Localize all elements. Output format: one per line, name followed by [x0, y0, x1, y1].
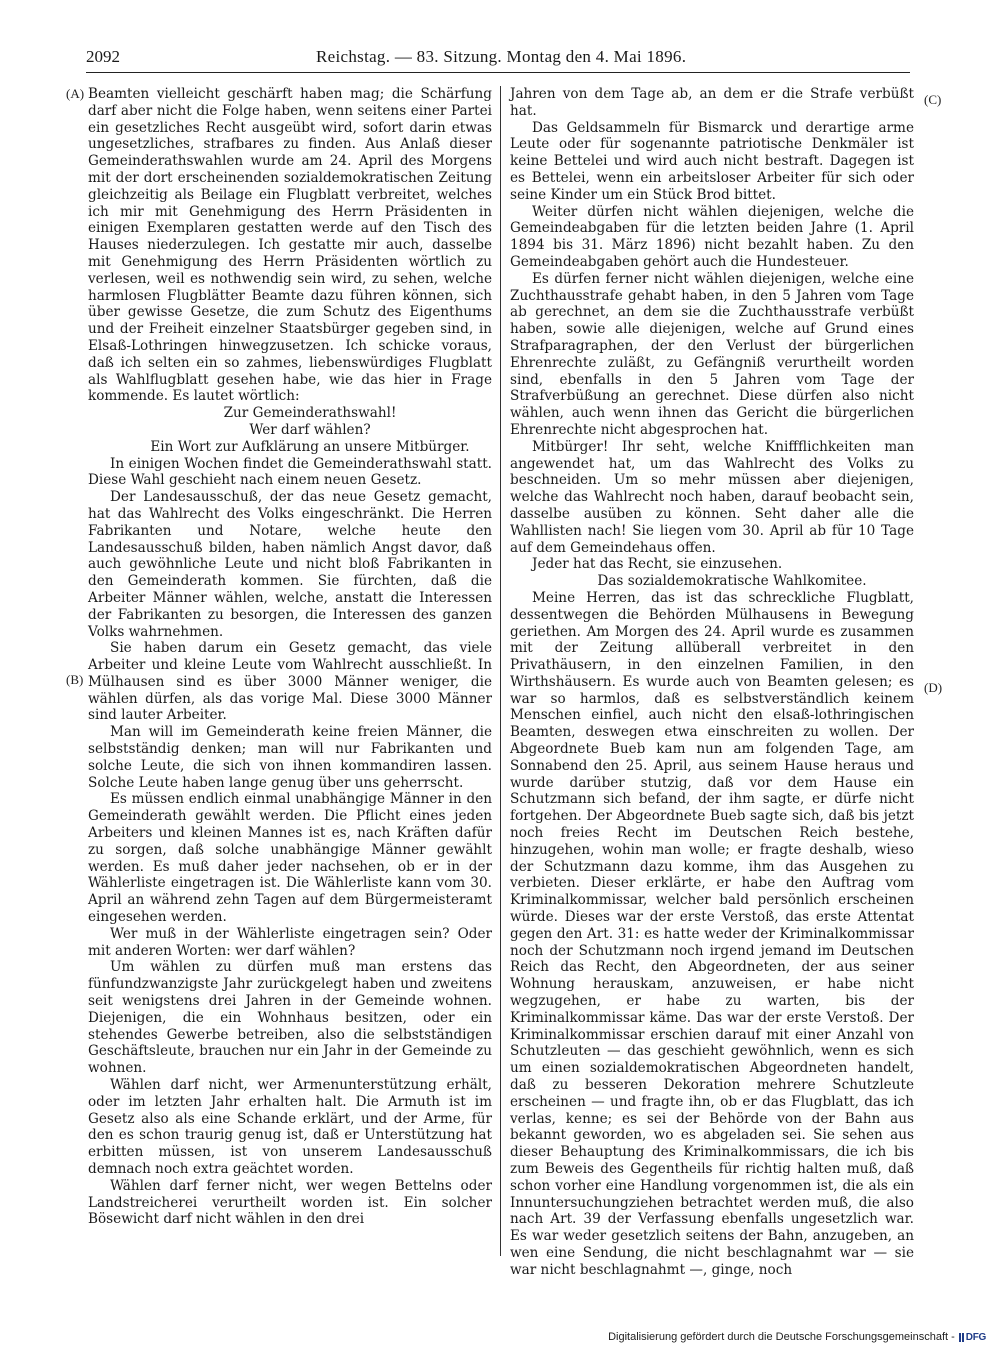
leaflet-subheading: Wer darf wählen?: [249, 421, 371, 438]
page-header: [86, 42, 910, 73]
paragraph: Meine Herren, das ist das schreckliche Flugblatt, dessentwegen die Behörden Mülhausens in Bewegung geriethen. Am Morgen des 24. April wurde es zusammen mit der Zeitung allüberall verbreitet in den Privathäusern, in den einzelnen Familien, in den Wirthshäusern. Es wurde auch von Beamten gelesen; es war so harmlos, daß es selbstverständlich keinem Menschen einfiel, auch nicht den elsaß-lothringischen Beamten, deswegen etwa einschreiten zu wollen. Der Abgeordnete Bueb kam nun am folgenden Tage, am Sonnabend den 25. April, aus seinem Hause heraus und wurde darüber stutzig, daß vor dem Hause ein Schutzmann sich befand, der ihm sagte, er dürfe nicht fortgehen. Der Abgeordnete Bueb sagte sich, daß bis jetzt noch freies Recht im Deutschen Reich bestehe, hinzugehen, wohin man wolle; er fragte deshalb, wieso der Schutzmann dazu komme, ihm das Ausgehen zu verbieten. Dieser erklärte, er habe den Auftrag vom Kriminalkommissar, welcher bald persönlich erscheinen würde. Dieses war der erste Verstoß, das erste Attentat gegen den Art. 31: es hatte weder der Kriminalkommissar noch der Schutzmann noch irgend jemand im Deutschen Reich das Recht, den Abgeordneten, der aus seiner Wohnung herauskam, anzuweisen, er habe nicht wegzugehen, er habe zu warten, bis der Kriminalkommissar käme. Das war der erste Verstoß. Der Kriminalkommissar erschien darauf mit einer Anzahl von Schutzleuten — das geschieht gewöhnlich, wenn es sich um einen sozialdemokratischen Abgeordneten handelt, daß zu besseren Dekoration mehrere Schutzleute erscheinen — und fragte ihn, ob er das Flugblatt, das ich verlas, kenne; es sei der Behörde von der Bahn aus bekannt geworden, wo es abgeladen sei. Sie sehen aus dieser Behauptung des Kriminalkommissars, die ich bis zum Beweis des Gegentheils für richtig halten muß, daß schon vorher eine Handlung vorgenommen ist, die als ein Innuntersuchungziehen betrachtet werden muß, die also nach Art. 39 der Verfassung ebenfalls ungesetzlich war. Es war weder gesetzlich seitens der Bahn, anzugeben, an wen eine Sendung, die nicht beschlagnahmt war — sie war nicht beschlagnahmt —, ginge, noch: [510, 589, 914, 1278]
paragraph: Man will im Gemeinderath keine freien Männer, die selbstständig denken; man will nur Fabrikanten und solche Leute, die sich von ihnen kommandiren lassen. Solche Leute haben lange genug über uns geherrscht.: [88, 724, 492, 791]
running-title: Reichstag. — 83. Sitzung. Montag den 4. Mai 1896.: [316, 47, 687, 66]
paragraph: Wählen darf nicht, wer Armenunterstützung erhält, oder im letzten Jahr erhalten halt. Die Armuth ist im Gesetz also als eine Schande erklärt, und der Arme, für den es schon traurig genug ist, daß er Unterstützung hat erbitten müssen, ist von unserem Landesausschuß demnach noch extra geächtet worden.: [88, 1077, 492, 1177]
paragraph: Jeder hat das Recht, sie einzusehen.: [532, 556, 783, 573]
margin-label-b: (B): [66, 672, 84, 687]
left-column: [88, 86, 492, 1256]
page-number: 2092: [86, 47, 120, 66]
paragraph: Sie haben darum ein Gesetz gemacht, das viele Arbeiter und kleine Leute vom Wahlrecht ausschließt. In Mülhausen sind es über 3000 Männer weniger, die wählen dürfen, als das vorige Mal. Diese 3000 Männer sind lauter Arbeiter.: [88, 640, 492, 724]
paragraph: Weiter dürfen nicht wählen diejenigen, welche die Gemeindeabgaben für die letzten beiden Jahre (1. April 1894 bis 31. März 1896) nicht bezahlt haben. Zu den Gemeindeabgaben gehört auch die Hundesteuer.: [510, 203, 914, 270]
dfg-logo-text: DFG: [965, 1331, 986, 1343]
paragraph: Mitbürger! Ihr seht, welche Kniffflichkeiten man angewendet hat, um das Wahlrecht des Volks zu beschneiden. Um so mehr müssen aber diejenigen, welche das Wahlrecht noch haben, darauf beobacht sein, dasselbe ausüben zu können. Seht daher alle die Wahllisten nach! Sie liegen vom 30. April ab für 10 Tage auf dem Gemeindehaus offen.: [510, 438, 914, 556]
paragraph: Beamten vielleicht geschärft haben mag; die Schärfung darf aber nicht die Folge haben, wenn seitens einer Partei ein gesetzliches Recht ausgeübt wird, sofort darin etwas ungesetzliches, strafbares zu finden. Aus Anlaß dieser Gemeinderathswahlen wurde am 24. April des Morgens mit der dort erscheinenden sozialdemokratischen Zeitung gleichzeitig als Beilage ein Flugblatt verbreitet, welches ich mir mit Genehmigung des Herrn Präsidenten in einigen Exemplaren gestatten werde auf den Tisch des Hauses niederzulegen. Ich gestatte mir auch, dasselbe mit Genehmigung des Herrn Präsidenten wörtlich zu verlesen, weil es nothwendig sein wird, zu sehen, welche harmlosen Flugblätter Beamte dazu führen können, sich über gewisse Gesetze, die zum Schutz des Eigenthums und der Freiheit einzelner Staatsbürger gegeben sind, in Elsaß-Lothringen hinwegzusetzen. Ich schicke voraus, daß ich selten ein so zahmes, liebenswürdiges Flugblatt als Wahlflugblatt gesehen habe, wie das hier in Frage kommende. Es lautet wörtlich:: [88, 86, 492, 405]
digitization-credit: [608, 1331, 986, 1343]
right-column: [510, 86, 914, 1278]
leaflet-heading: Zur Gemeinderathswahl!: [223, 405, 397, 422]
leaflet-signature: Das sozialdemokratische Wahlkomitee.: [597, 573, 867, 590]
margin-label-a: (A): [66, 86, 85, 101]
paragraph: Der Landesausschuß, der das neue Gesetz gemacht, hat das Wahlrecht des Volks eingeschränkt. Die Herren Fabrikanten und Notare, welche heute den Landesausschuß bilden, haben nämlich Angst davor, daß auch gewöhnliche Leute und nicht bloß Fabrikanten in den Gemeinderath kommen. Sie fürchten, daß die Arbeiter Männer wählen, welche, anstatt die Interessen der Fabrikanten zu besorgen, die Interessen des ganzen Volks wahrnehmen.: [88, 489, 492, 640]
leaflet-tagline: Ein Wort zur Aufklärung an unsere Mitbürger.: [150, 438, 470, 455]
margin-label-c: (C): [924, 92, 942, 107]
paragraph: Wählen darf ferner nicht, wer wegen Bettelns oder Landstreicherei verurtheilt worden ist. Ein solcher Bösewicht darf nicht wählen in den drei: [88, 1177, 492, 1228]
margin-label-d: (D): [924, 680, 943, 695]
paragraph: Wer muß in der Wählerliste eingetragen sein? Oder mit anderen Worten: wer darf wählen?: [88, 925, 492, 959]
text-columns: [88, 86, 914, 1278]
paragraph: In einigen Wochen findet die Gemeinderathswahl statt. Diese Wahl geschieht nach einem neuen Gesetz.: [88, 455, 492, 489]
dfg-logo-icon: [959, 1333, 965, 1342]
paragraph: Das Geldsammeln für Bismarck und derartige arme Leute oder für sogenannte patriotische Denkmäler ist keine Bettelei und wird auch nicht bestraft. Dagegen ist es Bettelei, wenn ein arbeitsloser Arbeiter für sich oder seine Kinder um ein Stück Brod bittet.: [510, 119, 914, 203]
paragraph: Es müssen endlich einmal unabhängige Männer in den Gemeinderath gewählt werden. Die Pflicht eines jeden Arbeiters und kleinen Mannes ist es, nach Kräften dafür zu sorgen, daß solche unabhängige Männer gewählt werden. Es muß daher jeder nachsehen, ob er in der Wählerliste eingetragen ist. Die Wählerliste kann vom 30. April an während zehn Tagen auf dem Bürgermeisteramt eingesehen werden.: [88, 791, 492, 926]
credit-text: Digitalisierung gefördert durch die Deutsche Forschungsgemeinschaft -: [608, 1331, 955, 1343]
paragraph: Um wählen zu dürfen muß man erstens das fünfundzwanzigste Jahr zurückgelegt haben und zweitens seit wenigstens drei Jahren in der Gemeinde wohnen. Diejenigen, die ein Wohnhaus besitzen, oder ein stehendes Gewerbe betreiben, also die selbstständigen Geschäftsleute, brauchen nur ein Jahr in der Gemeinde zu wohnen.: [88, 959, 492, 1077]
paragraph: Es dürfen ferner nicht wählen diejenigen, welche eine Zuchthausstrafe gehabt haben, in den 5 Jahren vom Tage ab gerechnet, an dem sie die Zuchthausstrafe verbüßt haben, sowie alle diejenigen, welche auf Grund eines Strafparagraphen, der den Verlust der bürgerlichen Ehrenrechte zuläßt, zu Gefängniß verurtheilt worden sind, ebenfalls in den 5 Jahren vom Tage der Strafverbüßung an gerechnet. Diese dürfen also nicht wählen, auch wenn ihnen das Gericht die bürgerlichen Ehrenrechte nicht abgesprochen hat.: [510, 270, 914, 438]
dfg-logo: [959, 1332, 986, 1343]
paragraph: Jahren von dem Tage ab, an dem er die Strafe verbüßt hat.: [510, 86, 914, 119]
